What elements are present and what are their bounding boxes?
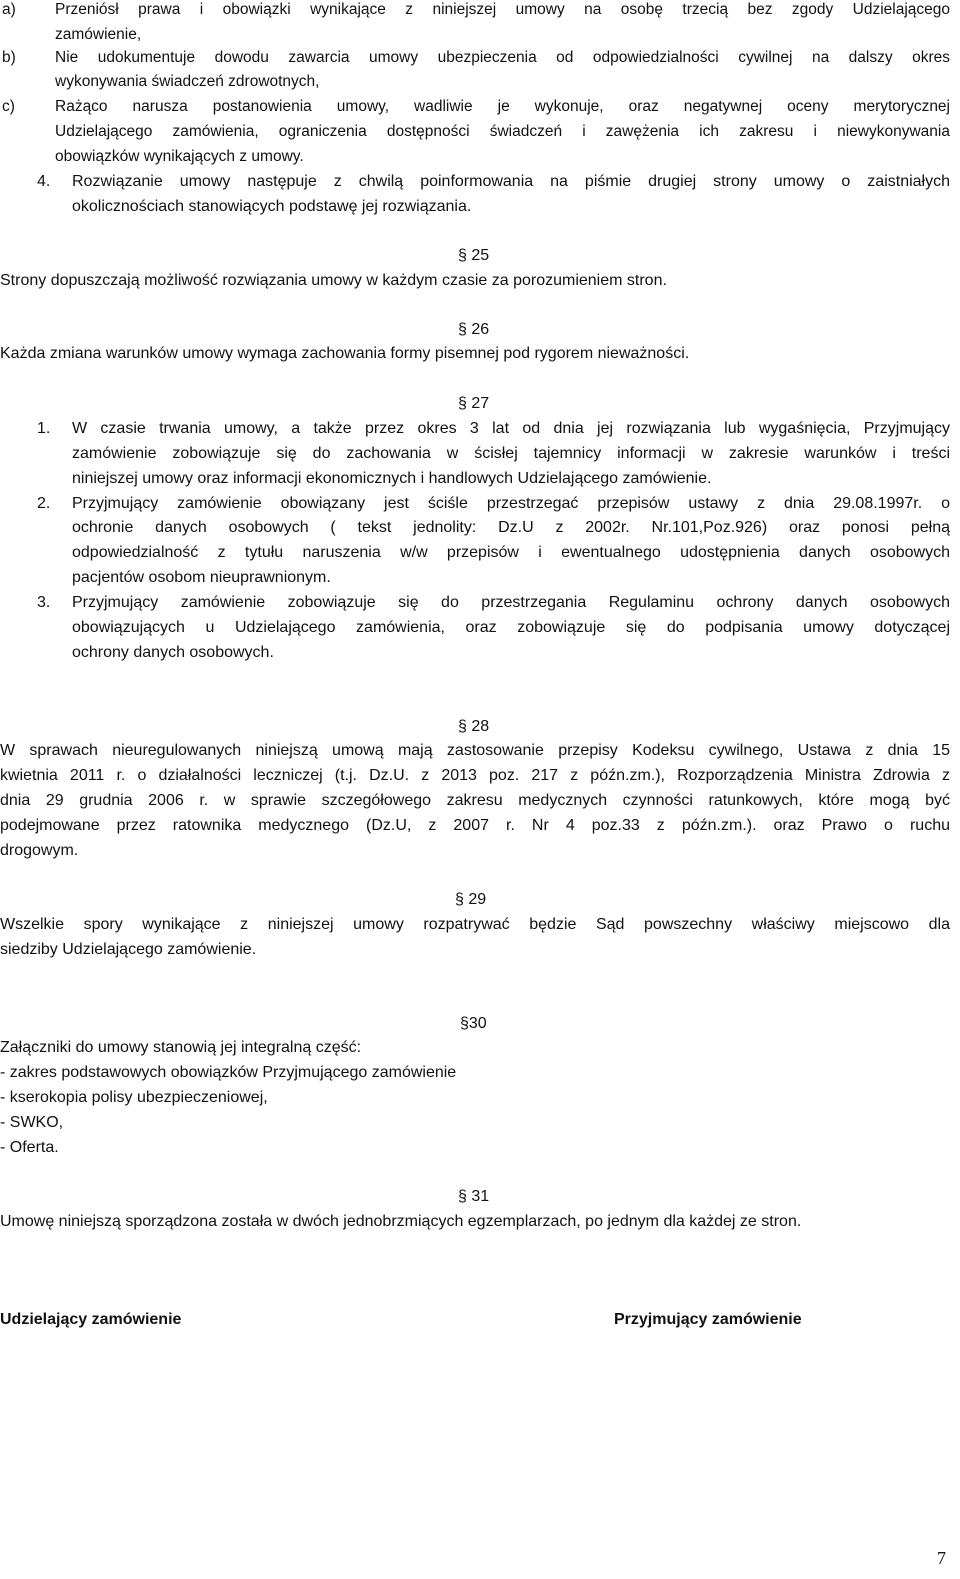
section-30-title: §30 — [460, 1015, 487, 1032]
section-27-item1-line2: zamówienie zobowiązuje się do zachowania w ścisłej tajemnicy informacji w zakresie warunków i treści — [72, 445, 950, 462]
section-28-line1: W sprawach nieuregulowanych niniejszą umową mają zastosowanie przepisy Kodeksu cywilnego, Ustawa z dnia 15 — [0, 742, 950, 759]
section-26-text: Każda zmiana warunków umowy wymaga zachowania formy pisemnej pod rygorem nieważności. — [0, 345, 690, 362]
section-27-item1-line3: niniejszej umowy oraz informacji ekonomicznych i handlowych Udzielającego zamówienie. — [72, 470, 712, 487]
section-27-item3-line3: ochrony danych osobowych. — [72, 644, 274, 661]
item-a-line1: Przeniósł prawa i obowiązki wynikające z niniejszej umowy na osobę trzecią bez zgody Udzielającego — [55, 1, 950, 18]
section-27-item-label-2: 2. — [37, 495, 51, 512]
item-c-line1: Rażąco narusza postanowienia umowy, wadliwie je wykonuje, oraz negatywnej oceny merytorycznej — [55, 98, 950, 115]
item-b-line2: wykonywania świadczeń zdrowotnych, — [55, 73, 320, 90]
section-29-line1: Wszelkie spory wynikające z niniejszej umowy rozpatrywać będzie Sąd powszechny właściwy miejscowo dla — [0, 916, 950, 933]
section-28-line5: drogowym. — [0, 842, 79, 859]
item-label-b: b) — [2, 49, 16, 66]
section-27-item2-line1: Przyjmujący zamówienie obowiązany jest ściśle przestrzegać przepisów ustawy z dnia 29.08.1997r. o — [72, 495, 950, 512]
signature-label-left: Udzielający zamówienie — [0, 1311, 182, 1328]
section-29-title: § 29 — [455, 891, 487, 908]
item-label-a: a) — [2, 1, 16, 18]
signature-label-right: Przyjmujący zamówienie — [614, 1311, 802, 1328]
section-28-title: § 28 — [458, 718, 490, 735]
section-27-item1-line1: W czasie trwania umowy, a także przez okres 3 lat od dnia jej rozwiązania lub wygaśnięcia, Przyjmujący — [72, 420, 950, 437]
section-28-line4: podejmowane przez ratownika medycznego (Dz.U, z 2007 r. Nr 4 poz.33 z późn.zm.). oraz Prawo o ruchu — [0, 817, 950, 834]
section-27-item3-line1: Przyjmujący zamówienie zobowiązuje się do przestrzegania Regulaminu ochrony danych osobowych — [72, 594, 950, 611]
attachment-list-item: - SWKO, — [0, 1114, 64, 1131]
item-c-line2: Udzielającego zamówienia, ograniczenia dostępności świadczeń i zawężenia ich zakresu i niewykonywania — [55, 123, 950, 140]
item-label-c: c) — [2, 98, 15, 115]
item-b-line1: Nie udokumentuje dowodu zawarcia umowy ubezpieczenia od odpowiedzialności cywilnej na dalszy okres — [55, 49, 950, 66]
section-28-line2: kwietnia 2011 r. o działalności leczniczej (t.j. Dz.U. z 2013 poz. 217 z późn.zm.), Rozporządzenia Ministra Zdrowia z — [0, 767, 950, 784]
section-27-item3-line2: obowiązujących u Udzielającego zamówienia, oraz zobowiązuje się do podpisania umowy dotyczącej — [72, 619, 950, 636]
section-27-item-label-1: 1. — [37, 420, 51, 437]
section-27-item2-line4: pacjentów osobom nieuprawnionym. — [72, 569, 331, 586]
attachment-list-item: - zakres podstawowych obowiązków Przyjmującego zamówienie — [0, 1064, 457, 1081]
section-29-line2: siedziby Udzielającego zamówienie. — [0, 941, 257, 958]
attachment-list-item: - Oferta. — [0, 1139, 59, 1156]
section-30-intro: Załączniki do umowy stanowią jej integralną część: — [0, 1039, 362, 1056]
item-a-line2: zamówienie, — [55, 26, 142, 43]
section-27-title: § 27 — [458, 395, 490, 412]
item-4-line2: okolicznościach stanowiących podstawę jej rozwiązania. — [72, 198, 472, 215]
item-c-line3: obowiązków wynikających z umowy. — [55, 148, 304, 165]
section-28-line3: dnia 29 grudnia 2006 r. w sprawie szczegółowego zakresu medycznych czynności ratunkowych, które mogą być — [0, 792, 950, 809]
attachment-list-item: - kserokopia polisy ubezpieczeniowej, — [0, 1089, 268, 1106]
section-27-item2-line2: ochronie danych osobowych ( tekst jednolity: Dz.U z 2002r. Nr.101,Poz.926) oraz ponosi pełną — [72, 519, 950, 536]
item-label-4: 4. — [37, 173, 51, 190]
section-25-text: Strony dopuszczają możliwość rozwiązania umowy w każdym czasie za porozumieniem stron. — [0, 272, 667, 289]
page-number: 7 — [937, 1548, 946, 1568]
section-31-text: Umowę niniejszą sporządzona została w dwóch jednobrzmiących egzemplarzach, po jednym dla każdej ze stron. — [0, 1213, 802, 1230]
section-25-title: § 25 — [458, 247, 490, 264]
section-27-item-label-3: 3. — [37, 594, 51, 611]
item-4-line1: Rozwiązanie umowy następuje z chwilą poinformowania na piśmie drugiej strony umowy o zaistniałych — [72, 173, 950, 190]
section-31-title: § 31 — [458, 1188, 490, 1205]
section-27-item2-line3: odpowiedzialność z tytułu naruszenia w/w przepisów i ewentualnego udostępnienia danych osobowych — [72, 544, 950, 561]
section-26-title: § 26 — [458, 321, 490, 338]
